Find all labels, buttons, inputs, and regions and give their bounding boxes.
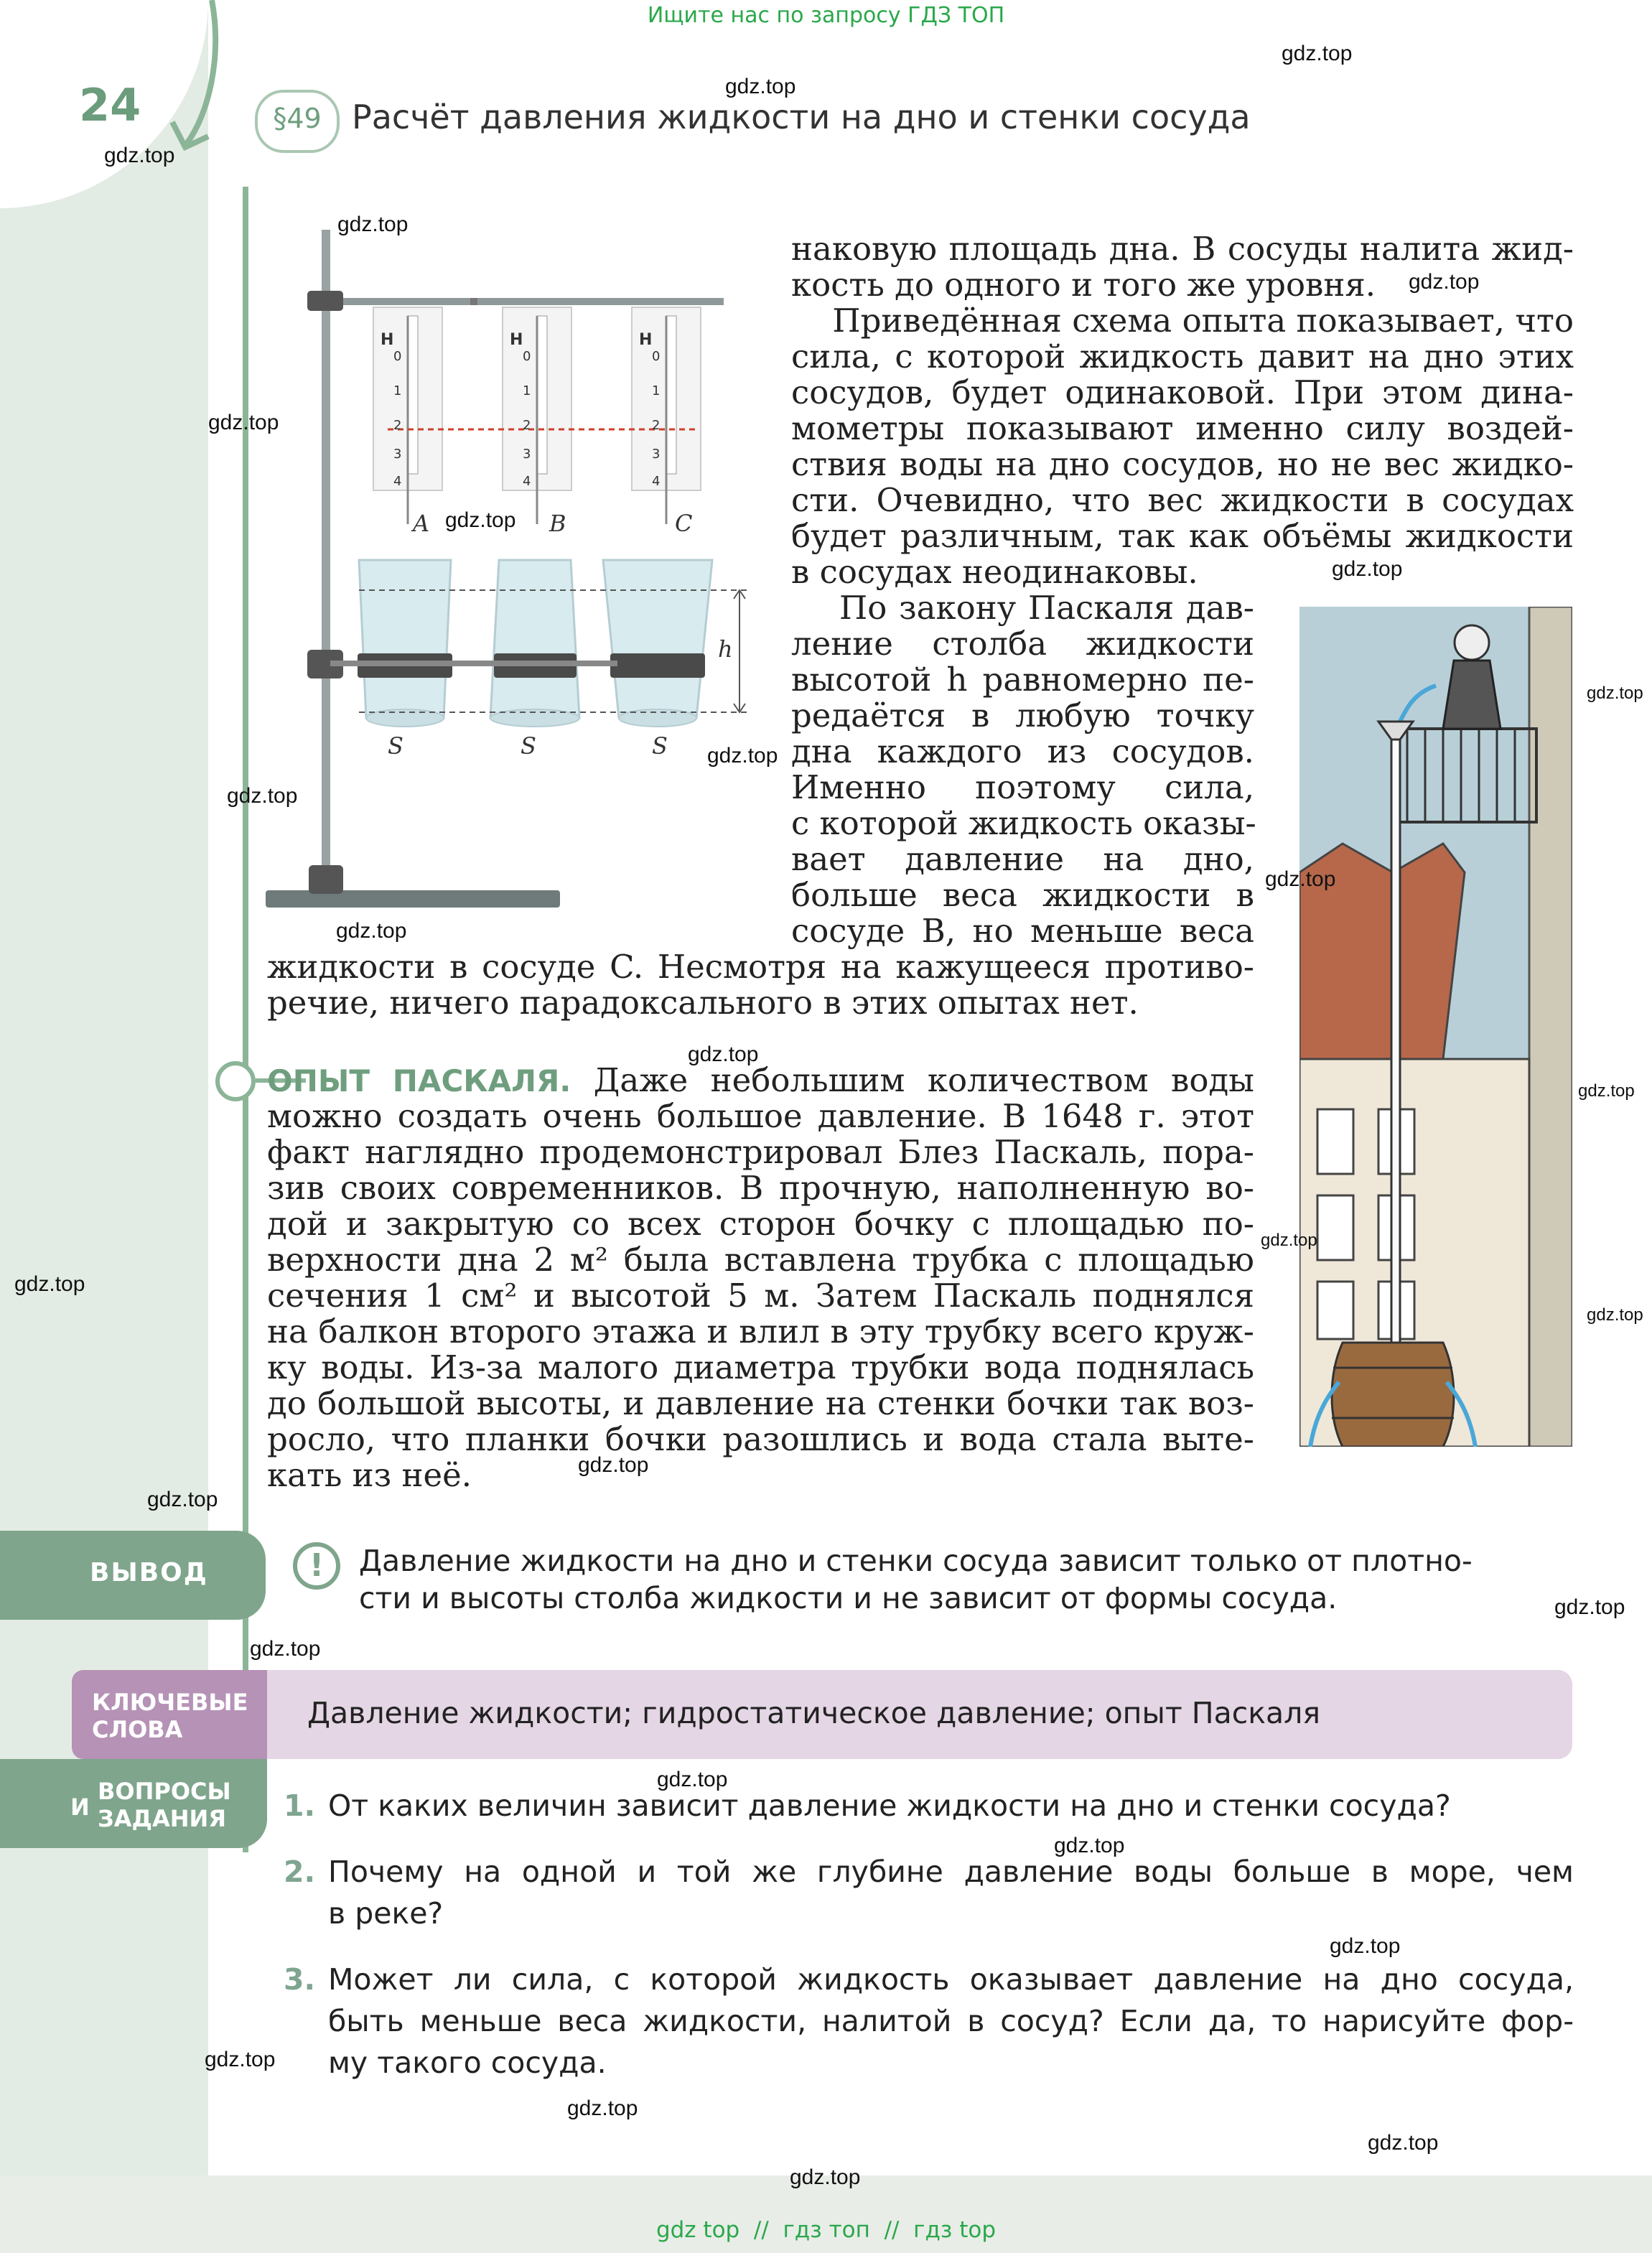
watermark: gdz.top: [1330, 1934, 1401, 1958]
p1-line: Приведённая схема опыта показывает, что: [791, 302, 1574, 340]
p2-line: дна каждого из сосудов.: [791, 732, 1254, 770]
scale-b-0: 0: [523, 349, 531, 364]
watermark: gdz.top: [1282, 42, 1353, 65]
page-number: 24: [79, 79, 141, 131]
pascal-line: до большой высоты, и давление на стенки бочки так воз-: [267, 1384, 1254, 1422]
p1-line: сосудов, будет одинаковой. При этом дина-: [791, 373, 1574, 411]
scale-c-2: 2: [652, 418, 661, 433]
vessel-b: [490, 560, 579, 727]
question-number: 3.: [284, 1962, 316, 1997]
p1-line: в сосудах неодинаковы.: [791, 553, 1198, 591]
watermark: gdz.top: [1261, 1231, 1317, 1250]
conclusion-line: Давление жидкости на дно и стенки сосуда зависит только от плотно-: [359, 1544, 1473, 1578]
watermark: gdz.top: [1554, 1595, 1625, 1619]
pascal-line: факт наглядно продемонстрировал Блез Паскаль, пора-: [267, 1133, 1254, 1171]
scale-a-3: 3: [393, 447, 402, 462]
pascal-line: ку воды. Из-за малого диаметра трубки вода поднялась: [267, 1348, 1254, 1386]
scale-c-0: 0: [652, 349, 661, 364]
questions-tag-line: ЗАДАНИЯ: [98, 1805, 226, 1832]
watermark: gdz.top: [707, 744, 778, 768]
watermark: gdz.top: [205, 2048, 276, 2071]
exclamation-icon: !: [293, 1542, 340, 1590]
pascal-line: дой и закрытую со всех сторон бочку с площадью по-: [267, 1205, 1254, 1243]
question-number: 1.: [284, 1788, 316, 1823]
question-item: [284, 1959, 1576, 2088]
bottom-banner: gdz top // гдз топ // гдз top: [655, 2217, 997, 2243]
pascal-line: верхности дна 2 м² была вставлена трубка с площадью: [267, 1241, 1254, 1279]
watermark: gdz.top: [208, 411, 279, 434]
scale-a-2: 2: [393, 418, 402, 433]
vessel-a: [358, 560, 452, 727]
p1-line: будет различным, так как объёмы жидкости: [791, 517, 1574, 555]
conclusion-text: [359, 1542, 1565, 1617]
vessel-label-c: C: [675, 510, 693, 537]
watermark: gdz.top: [1265, 867, 1336, 891]
watermark: gdz.top: [14, 1272, 85, 1296]
scale-letter-c: Н: [639, 331, 653, 349]
question-line: быть меньше веса жидкости, налитой в сосуд? Если да, то нарисуйте фор-: [328, 2004, 1574, 2038]
conclusion-tag-label: ВЫВОД: [90, 1558, 208, 1587]
vessel-label-b: B: [549, 510, 566, 537]
keywords-tag-line: СЛОВА: [92, 1716, 183, 1743]
watermark: gdz.top: [147, 1488, 218, 1511]
vessel-c: [603, 560, 712, 727]
scale-b-2: 2: [523, 418, 531, 433]
watermark: gdz.top: [790, 2165, 861, 2189]
pascal-line: росло, что планки бочки разошлись и вода стала выте-: [267, 1420, 1254, 1458]
watermark: gdz.top: [1587, 684, 1643, 703]
watermark: gdz.top: [337, 213, 409, 236]
scale-letter-b: Н: [510, 331, 523, 349]
scale-b-1: 1: [523, 383, 531, 398]
height-label: h: [718, 635, 733, 663]
p1-line: сила, с которой жидкость давит на дно этих: [791, 337, 1574, 376]
scale-c-4: 4: [652, 474, 661, 489]
side-band: [0, 0, 208, 2175]
watermark: gdz.top: [1054, 1834, 1125, 1857]
question-item: [284, 1785, 1576, 1829]
question-line: Почему на одной и той же глубине давление воды больше в море, чем: [328, 1855, 1574, 1889]
top-banner: Ищите нас по запросу ГДЗ ТОП: [647, 3, 1005, 28]
figure-dynamometers: [258, 223, 775, 926]
section-badge: [255, 90, 340, 153]
bottom-label-b: S: [521, 732, 536, 760]
paragraph-2-tail: [267, 949, 1254, 1021]
question-line: в реке?: [328, 1896, 444, 1931]
watermark: gdz.top: [227, 784, 298, 808]
question-number: 2.: [284, 1855, 316, 1889]
watermark: gdz.top: [725, 75, 796, 98]
p1-line: кость до одного и того же уровня.: [791, 266, 1376, 304]
watermark: gdz.top: [1409, 270, 1480, 294]
watermark: gdz.top: [567, 2096, 638, 2120]
keywords-text: Давление жидкости; гидростатическое давление; опыт Паскаля: [307, 1696, 1320, 1730]
questions-tag-line: ВОПРОСЫ: [98, 1778, 231, 1805]
watermark: gdz.top: [688, 1042, 759, 1066]
p2-tail-line: речие, ничего парадоксального в этих опытах нет.: [267, 984, 1139, 1022]
questions-tag-and: И: [70, 1793, 90, 1821]
watermark: gdz.top: [336, 919, 407, 943]
keywords-tag-line: КЛЮЧЕВЫЕ: [92, 1689, 248, 1716]
p2-line: редаётся в любую точку: [791, 696, 1254, 734]
watermark: gdz.top: [445, 508, 516, 532]
scale-b-3: 3: [523, 447, 531, 462]
scale-a-1: 1: [393, 383, 402, 398]
pascal-barrel-illustration: [1299, 607, 1572, 1447]
bottom-label-a: S: [388, 732, 403, 760]
question-line: Может ли сила, с которой жидкость оказывает давление на дно сосуда,: [328, 1962, 1574, 1997]
watermark: gdz.top: [250, 1637, 321, 1661]
pascal-paragraph: [267, 1063, 1254, 1493]
paragraph-2: [791, 590, 1254, 949]
pascal-first-line: Даже небольшим количеством воды: [571, 1061, 1254, 1099]
pascal-line: сечения 1 см² и высотой 5 м. Затем Паскаль поднялся: [267, 1277, 1254, 1315]
scale-c-3: 3: [652, 447, 661, 462]
scale-b-4: 4: [523, 474, 531, 489]
pascal-line: можно создать очень большое давление. В 1648 г. этот: [267, 1097, 1254, 1135]
question-line: От каких величин зависит давление жидкости на дно и стенки сосуда?: [328, 1788, 1451, 1823]
watermark: gdz.top: [1332, 557, 1403, 581]
keywords-tag-label: [92, 1689, 248, 1743]
watermark: gdz.top: [1587, 1305, 1643, 1325]
bottom-label-c: S: [652, 732, 668, 760]
p1-line: ствия воды на дно сосудов, но не вес жидко-: [791, 445, 1574, 483]
p1-line: сти. Очевидно, что вес жидкости в сосудах: [791, 481, 1574, 519]
p2-line: сосуде B, но меньше веса: [791, 912, 1254, 950]
watermark: gdz.top: [578, 1453, 649, 1477]
questions-tag-label: [98, 1778, 231, 1832]
p2-line: вает давление на дно,: [791, 840, 1254, 878]
pascal-line: кать из неё.: [267, 1456, 472, 1494]
watermark: gdz.top: [657, 1768, 728, 1791]
watermark: gdz.top: [104, 144, 175, 167]
scale-a-4: 4: [393, 474, 402, 489]
p2-line: ление столба жидкости: [791, 625, 1254, 663]
pascal-line: зив своих современников. В прочную, наполненную во-: [267, 1169, 1254, 1207]
p2-line: По закону Паскаля дав-: [791, 589, 1254, 627]
p2-line: больше веса жидкости в: [791, 876, 1254, 914]
p2-line: высотой h равномерно пе-: [791, 661, 1254, 699]
p2-tail-line: жидкости в сосуде C. Несмотря на кажущееся противо-: [267, 948, 1254, 986]
question-line: му такого сосуда.: [328, 2046, 607, 2080]
watermark: gdz.top: [1578, 1081, 1635, 1101]
p2-line: Именно поэтому сила,: [791, 768, 1254, 806]
pascal-line: на балкон второго этажа и влил в эту трубку всего круж-: [267, 1312, 1254, 1351]
scale-a-0: 0: [393, 349, 402, 364]
section-number: §49: [273, 103, 322, 134]
timeline-node: [215, 1061, 256, 1101]
p1-line: наковую площадь дна. В сосуды налита жид-: [791, 230, 1574, 268]
p1-line: мометры показывают именно силу воздей-: [791, 409, 1574, 447]
watermark: gdz.top: [1368, 2131, 1439, 2155]
scale-letter-a: Н: [381, 331, 394, 349]
vessel-label-a: A: [413, 510, 430, 537]
section-title: Расчёт давления жидкости на дно и стенки сосуда: [352, 98, 1251, 136]
pascal-heading: ОПЫТ ПАСКАЛЯ.: [267, 1063, 571, 1098]
p2-line: с которой жидкость оказы-: [791, 804, 1256, 842]
scale-c-1: 1: [652, 383, 661, 398]
conclusion-line: сти и высоты столба жидкости и не зависит от формы сосуда.: [359, 1581, 1338, 1615]
